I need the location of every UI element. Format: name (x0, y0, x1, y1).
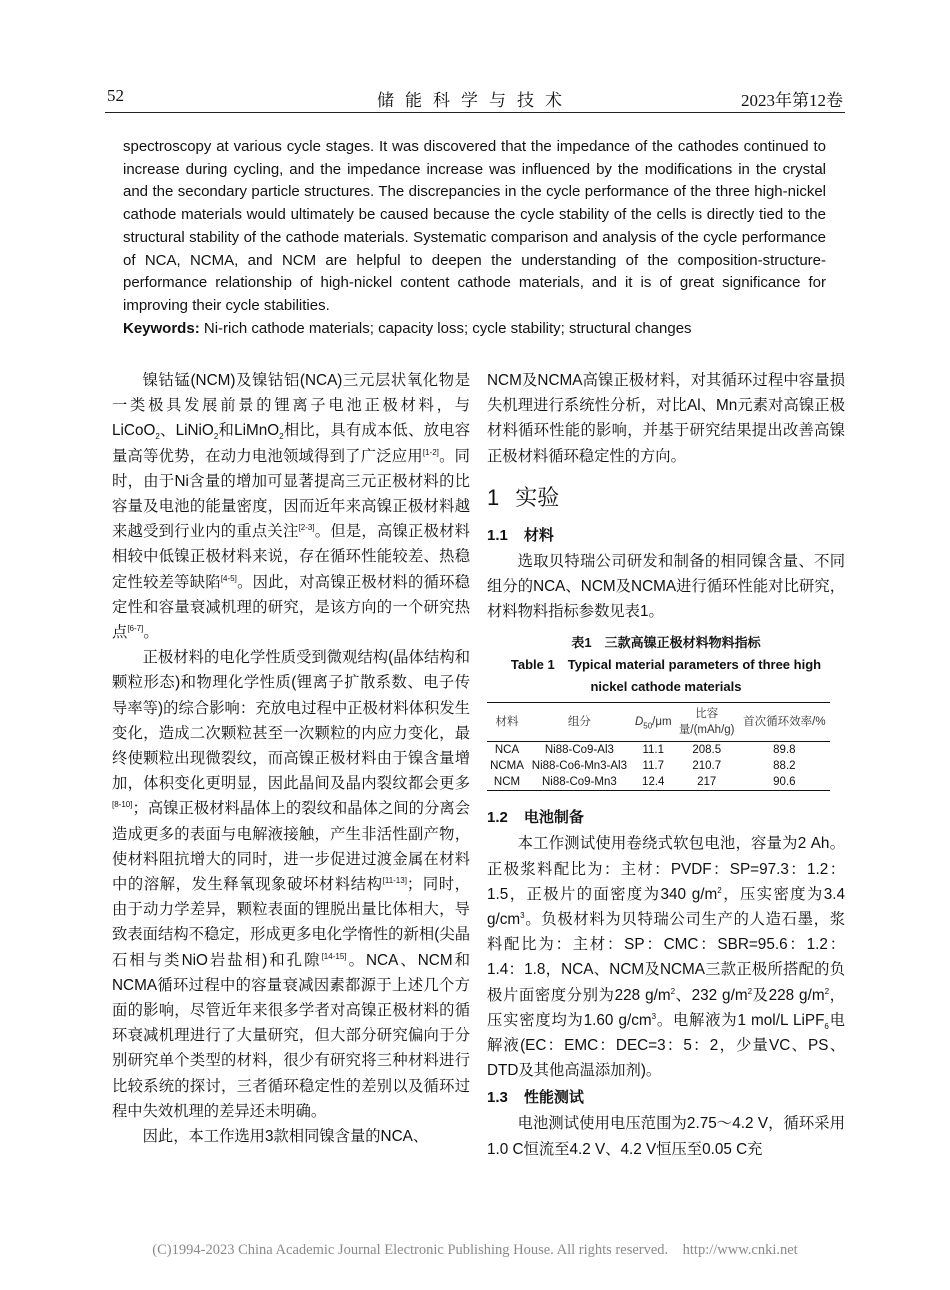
col-efficiency: 首次循环效率/% (743, 716, 826, 729)
section-title: 实验 (515, 484, 560, 510)
text-run: 。因此，对高镍正极材料的循环稳定性和容量衰减机理的研究，是该方向的一个研究热点 (112, 573, 470, 642)
table-cell: 88.2 (773, 760, 796, 773)
text-run: 。但是，高镍正极材料相较中低镍正极材料来说，存在循环性能较差、热稳定性较差等缺陷 (112, 523, 470, 591)
text-run: ；高镍正极材料晶体上的裂纹和晶体之间的分离会造成更多的表面与电解液接触，产生非活性副产物，使材料阻抗增大的同时，进一步促进过渡金属在材料中的溶解，发生释氧现象破坏材料结构 (112, 800, 470, 894)
table-header-row (487, 703, 830, 742)
table-cell: Ni88-Co6-Mn3-Al3 (531, 760, 628, 773)
section-number: 1 (487, 484, 500, 510)
table-cell: 89.8 (773, 744, 796, 757)
table-cell: 217 (697, 776, 717, 789)
superscript: 2 (824, 986, 830, 996)
paragraph-materials (487, 549, 845, 625)
table-cell: 11.7 (642, 760, 665, 773)
subscript: 2 (213, 432, 219, 442)
left-column (112, 368, 470, 1149)
paragraph-cell-prep (487, 831, 845, 1083)
text-run: 选取贝特瑞公司研发和制备的相同镍含量、不同组分的NCA、NCM及NCMA进行循环性能对比研究，材料物料指标参数见表1。 (487, 552, 845, 621)
subsection-heading-materials (487, 523, 845, 549)
table-cell: 210.7 (692, 760, 722, 773)
table-row (487, 758, 830, 774)
citation-ref: [14-15] (321, 951, 347, 961)
text-run: 因此，本工作选用3款相同镍含量的NCA、 (142, 1128, 429, 1146)
material-parameters-table (487, 702, 830, 791)
text-run: 和LiMnO (218, 422, 280, 440)
text-run: 电解液(EC：EMC：DEC=3：5：2，少量VC、PS、DTD及其他高温添加剂)。 (487, 1011, 845, 1080)
text-run: NCM及NCMA高镍正极材料，对其循环过程中容量损失机理进行系统性分析，对比Al、Mn元素对高镍正极材料循环性能的影响，并基于研究结果提出改善高镍正极材料循环稳定性的方向。 (487, 372, 845, 465)
subsection-title: 电池制备 (523, 809, 584, 827)
table-cell: 90.6 (773, 776, 796, 789)
text-run: 。NCA、NCM和NCMA循环过程中的容量衰减因素都源于上述几个方面的影响，尽管近年来很多学者对高镍正极材料的循环衰减机理进行了大量研究，但大部分研究偏向于分别研究单个类型的材料，很少有研究将三种材料进行比较系统的探讨，三者循环稳定性的差别以及循环过程中失效机理的差异还未明确。 (112, 951, 470, 1120)
text-run: 。同时，由于Ni含量的增加可显著提高三元正极材料的比容量及电池的能量密度，因而近年来高镍正极材料越来越受到行业内的重点关注 (112, 447, 470, 541)
text-run: 。负极材料为贝特瑞公司生产的人造石墨，浆料配比为：主材：SP：CMC：SBR=95.6：1.2：1.4：1.8，NCA、NCM及NCMA三款正极所搭配的负极片面密度分别为228 g/m (487, 911, 845, 1004)
running-header (105, 86, 845, 113)
table-cell: Ni88-Co9-Mn3 (542, 776, 617, 789)
superscript: 2 (670, 986, 676, 996)
d-subscript: 50 (643, 721, 653, 731)
subsection-number: 1.2 (487, 809, 508, 827)
citation-ref: [11-13] (382, 875, 407, 885)
col-material: 材料 (495, 716, 519, 729)
subsection-title: 性能测试 (523, 1089, 584, 1107)
page-number: 52 (107, 86, 124, 105)
paragraph-mechanism (112, 645, 470, 1124)
col-composition: 组分 (567, 716, 591, 729)
text-run: 及228 g/m (752, 986, 825, 1004)
text-run: 镍钴锰(NCM)及镍钴铝(NCA)三元层状氧化物是一类极具发展前景的锂离子电池正极材料，与LiCoO (112, 372, 470, 440)
text-run: 、LiNiO (159, 422, 214, 440)
table-cell: 12.4 (642, 776, 665, 789)
text-run: 、232 g/m (675, 986, 748, 1004)
paragraph-aim (112, 1124, 470, 1149)
subsection-number: 1.3 (487, 1089, 508, 1107)
superscript: 3 (651, 1011, 657, 1021)
text-run: ，压实密度均为1.60 g/cm (487, 986, 845, 1029)
superscript: 2 (747, 986, 753, 996)
d-symbol: D (634, 716, 644, 729)
copyright-footer: (C)1994-2023 China Academic Journal Electronic Publishing House. All rights reserved. http://www.cnki.net (152, 1242, 798, 1258)
subsection-title: 材料 (523, 526, 554, 544)
keywords (123, 318, 826, 341)
citation-ref: [6-7] (127, 623, 144, 633)
subsection-heading-cell-prep (487, 805, 845, 831)
text-run: 正极材料的电化学性质受到微观结构(晶体结构和颗粒形态)和物理化学性质(锂离子扩散系数、电子传导率等)的综合影响：充放电过程中正极材料体积发生变化，造成二次颗粒甚至一次颗粒的内应力变化，最终使颗粒出现微裂纹，而高镍正极材料由于镍含量增加，体积变化更明显，因此晶间及晶内裂纹都会更多 (112, 649, 470, 793)
subscript: 6 (824, 1021, 829, 1031)
table-cell: Ni88-Co9-Al3 (544, 744, 614, 757)
text-run: 。 (143, 624, 159, 642)
paragraph-intro (112, 368, 470, 645)
table-cell: NCM (493, 776, 521, 789)
keywords-label: Keywords: (123, 319, 200, 337)
text-run: 本工作测试使用卷绕式软包电池，容量为2 Ah。正极浆料配比为：主材：PVDF：SP=97.3：1.2：1.5，正极片的面密度为340 g/m (487, 835, 845, 903)
text-run: 电池测试使用电压范围为2.75～4.2 V，循环采用1.0 C恒流至4.2 V、4.2 V恒压至0.05 C充 (487, 1115, 845, 1158)
right-column (487, 368, 845, 1162)
d-unit: /μm (652, 716, 672, 729)
paragraph-aim-continued (487, 368, 845, 469)
table-row (487, 742, 830, 759)
superscript: 3 (520, 910, 525, 920)
citation-ref: [4-5] (220, 573, 237, 583)
col-capacity: 比容量/(mAh/g) (678, 708, 735, 737)
subscript: 2 (279, 432, 284, 442)
col-d50 (632, 703, 675, 742)
citation-ref: [1-2] (422, 447, 439, 457)
text-run: 相比，具有成本低、放电容量高等优势，在动力电池领域得到了广泛应用 (112, 422, 470, 465)
table-cell: 11.1 (642, 744, 665, 757)
superscript: 2 (717, 885, 722, 895)
table-cell: 208.5 (692, 744, 722, 757)
subsection-number: 1.1 (487, 526, 508, 544)
citation-ref: [2-3] (298, 523, 315, 533)
table-cell: NCA (494, 744, 520, 757)
text-run: ，压实密度为3.4 g/cm (487, 885, 846, 929)
table-row (487, 774, 830, 791)
table-cell: NCMA (490, 760, 524, 773)
english-abstract (123, 136, 826, 340)
text-run: 。电解液为1 mol/L LiPF (656, 1011, 825, 1029)
journal-title: 储能科学与技术 (377, 91, 573, 111)
paragraph-testing (487, 1111, 845, 1161)
keywords-text: Ni-rich cathode materials; capacity loss; cycle stability; structural changes (199, 319, 692, 337)
citation-ref: [8-10] (112, 800, 133, 810)
subscript: 2 (155, 432, 160, 442)
abstract-text: spectroscopy at various cycle stages. It was discovered that the impedance of the cathodes continued to increase during cycling, and the impedance increase was influenced by the modifications in the crystal and the secondary particle structures. The discrepancies in the cycle performance of the three high-nickel cathode materials would ultimately be caused because the cycle stability of the cells is directly tied to the structural stability of the cathode materials. Systematic comparison and analysis of the cycle performance of NCA, NCMA, and NCM are helpful to deepen the understanding of the composition-structure-performance relationship of high-nickel content cathode materials, and it is of great significance for improving their cycle stabilities. (123, 138, 826, 314)
section-heading-experiment (487, 483, 845, 513)
text-run: ；同时，由于动力学差异，颗粒表面的锂脱出量比体相大，导致表面结构不稳定，形成更多电化学惰性的新相(尖晶石相与类NiO岩盐相)和孔隙 (112, 876, 470, 969)
volume-info: 2023年第12卷 (741, 91, 843, 110)
table-caption-en: Table 1 Typical material parameters of three high nickel cathode materials (510, 657, 822, 695)
subsection-heading-testing (487, 1085, 845, 1111)
table-caption-zh: 表1 三款高镍正极材料物料指标 (571, 635, 761, 651)
